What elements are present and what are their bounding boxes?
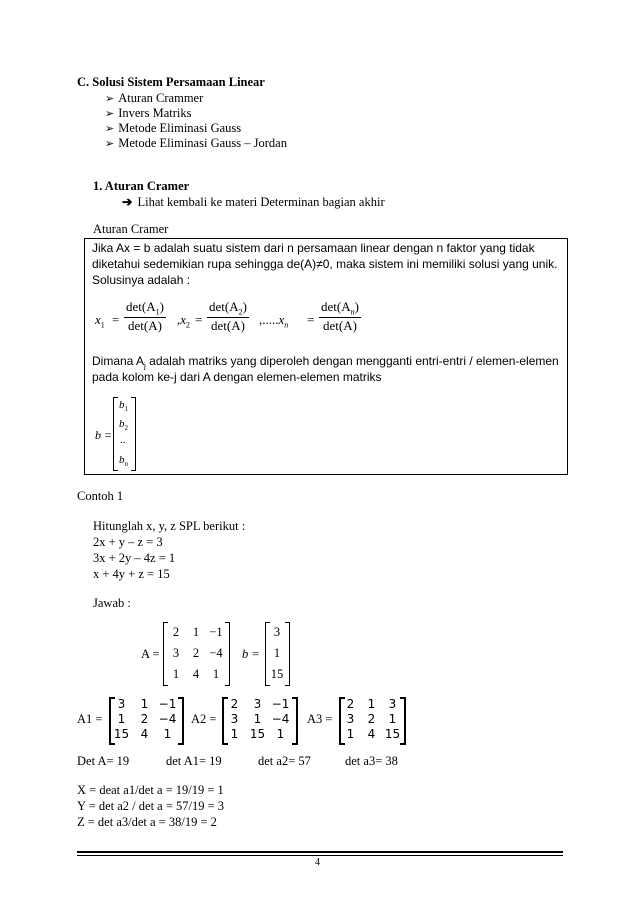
matrix-cell: 15 (113, 727, 130, 741)
vector-b-label: b = (242, 647, 260, 661)
vector-cell: 15 (270, 667, 284, 681)
matrix-cell: −4 (158, 712, 177, 726)
result-line: Z = det a3/det a = 38/19 = 2 (77, 815, 217, 829)
matrix-cell: 3 (117, 697, 126, 711)
numn: det(A (321, 299, 351, 314)
matrix-cell: 15 (384, 727, 401, 741)
result-line: Y = det a2 / det a = 57/19 = 3 (77, 799, 225, 813)
matrix-cell: 1 (117, 712, 126, 726)
equation: x + 4y + z = 15 (93, 567, 170, 581)
bvec-entry: .. (120, 434, 126, 446)
x2-sub: 2 (186, 320, 191, 330)
equation: 2x + y – z = 3 (93, 535, 163, 549)
xn-var: x (278, 312, 285, 327)
num2-sub: 2 (238, 307, 243, 317)
vector-cell: 3 (273, 625, 281, 639)
equals-sign: = (307, 312, 315, 327)
numn-sub: n (350, 307, 355, 317)
bvec-entry: $b_2$ (119, 418, 128, 433)
matrix-cell: 3 (230, 712, 239, 726)
vector-cell: 1 (273, 646, 281, 660)
det-value: det a3= 38 (345, 754, 398, 768)
matrix-cell: −1 (209, 625, 223, 639)
matrix-cell: 1 (346, 727, 355, 741)
matrix-cell: 2 (172, 625, 180, 639)
right-bracket (292, 697, 298, 745)
equals-sign: = (195, 312, 203, 327)
comma: , (177, 312, 181, 327)
matrix-cell: 1 (253, 712, 262, 726)
matrix-cell: 1 (140, 697, 149, 711)
xn-sub: n (284, 320, 289, 330)
matrix-cell: 3 (253, 697, 262, 711)
dimana-sub: j (144, 361, 146, 371)
bvec-label: b = (95, 428, 113, 442)
matrix-a3-label: A3 = (307, 712, 333, 726)
matrix-cell: 15 (249, 727, 266, 741)
matrix-cell: 4 (140, 727, 149, 741)
matrix-cell: 2 (140, 712, 149, 726)
matrix-cell: 1 (367, 697, 376, 711)
box-line: pada kolom ke-j dari A dengan elemen-elemen matriks (92, 370, 382, 384)
box-label: Aturan Cramer (93, 222, 169, 236)
list-item: ➢ Invers Matriks (105, 106, 191, 121)
num1: det(A (126, 299, 156, 314)
fraction-1: $\det(A_1)$ det(A) (126, 299, 164, 333)
fraction-n: $\det(A_n)$ det(A) (321, 299, 359, 333)
bvec-entry: $b_1$ (119, 399, 128, 414)
matrix-cell: 1 (192, 625, 200, 639)
x1-var: x (95, 312, 101, 327)
matrix-cell: 2 (346, 697, 355, 711)
dimana-a: Dimana A (92, 354, 145, 368)
num1-sub: 1 (155, 307, 160, 317)
matrix-cell: 2 (192, 646, 200, 660)
matrix-cell: −1 (271, 697, 290, 711)
matrix-cell: 3 (388, 697, 397, 711)
arrow-note (122, 194, 385, 210)
matrix-a2-label: A2 = (191, 712, 217, 726)
result-line: X = deat a1/det a = 19/19 = 1 (77, 783, 224, 797)
matrix-cell: −4 (209, 646, 223, 660)
box-line: diketahui sedemikian rupa sehingga de(A)≠0, maka sistem ini memiliki solusi yang unik. (92, 257, 558, 271)
example-prompt: Hitunglah x, y, z SPL berikut : (93, 519, 246, 533)
section-title: C. Solusi Sistem Persamaan Linear (77, 75, 265, 89)
matrix-cell: 1 (276, 727, 285, 741)
arrow-note-text: Lihat kembali ke materi Determinan bagian akhir (137, 195, 385, 209)
page-number: 4 (315, 857, 320, 868)
det-value: det a2= 57 (258, 754, 311, 768)
matrix-cell: 4 (192, 667, 200, 681)
matrix-cell: −1 (158, 697, 177, 711)
matrix-cell: 4 (367, 727, 376, 741)
right-bracket (131, 397, 136, 471)
matrix-cell: 1 (212, 667, 220, 681)
matrix-cell: 3 (346, 712, 355, 726)
footer-rule (77, 851, 563, 853)
den1: det(A) (128, 317, 162, 333)
matrix-cell: 3 (172, 646, 180, 660)
matrix-cell: 1 (388, 712, 397, 726)
left-bracket (113, 397, 118, 471)
matrix-cell: 2 (367, 712, 376, 726)
right-arrow-icon: ➔ (122, 195, 133, 209)
matrix-cell: 1 (172, 667, 180, 681)
box-line (92, 354, 559, 370)
matrix-cell: 2 (230, 697, 239, 711)
equals-sign: = (112, 312, 120, 327)
equation: 3x + 2y – 4z = 1 (93, 551, 176, 565)
x1-sub: 1 (100, 320, 105, 330)
matrix-cell: 1 (230, 727, 239, 741)
det-value: Det A= 19 (77, 754, 130, 768)
matrix-cell: 1 (163, 727, 172, 741)
list-item: ➢ Aturan Crammer (105, 91, 203, 106)
list-item: ➢ Metode Eliminasi Gauss (105, 121, 241, 136)
x2-var: x (180, 312, 187, 327)
subsection-title: 1. Aturan Cramer (93, 179, 190, 193)
list-item: ➢ Metode Eliminasi Gauss – Jordan (105, 136, 287, 151)
denn: det(A) (323, 317, 357, 333)
num2: det(A (209, 299, 239, 314)
matrix-cell: −4 (271, 712, 290, 726)
matrix-a-label: A = (141, 647, 160, 661)
box-line: Jika Ax = b adalah suatu sistem dari n persamaan linear dengan n faktor yang tidak (92, 241, 535, 255)
det-value: det A1= 19 (166, 754, 222, 768)
box-line: Solusinya adalah : (92, 273, 191, 287)
dots: ,..... (259, 312, 279, 327)
jawab-label: Jawab : (93, 596, 131, 610)
fraction-2: $\det(A_2)$ det(A) (209, 299, 247, 333)
example-title: Contoh 1 (77, 489, 124, 503)
bvec-entry: $b_n$ (119, 454, 128, 469)
den2: det(A) (211, 317, 245, 333)
matrix-a1-label: A1 = (77, 712, 103, 726)
dimana-b: adalah matriks yang diperoleh dengan mengganti entri-entri / elemen-elemen (145, 354, 559, 368)
footer-rule (77, 855, 563, 856)
